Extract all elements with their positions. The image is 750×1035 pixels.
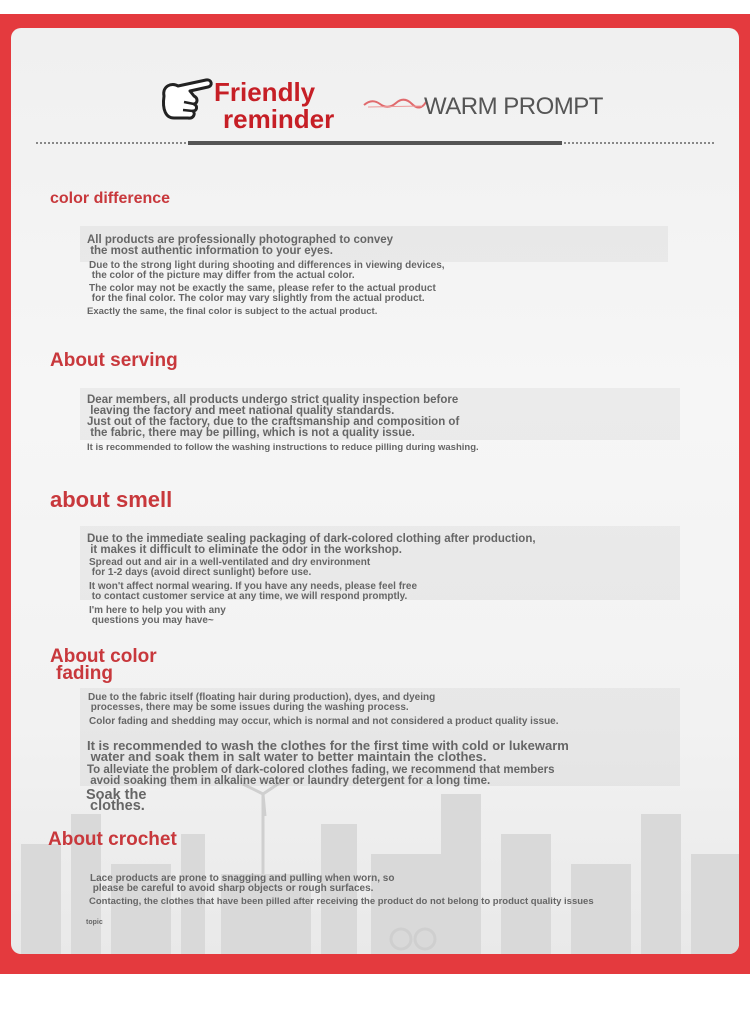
section-title-smell: about smell <box>50 487 173 512</box>
section-title-fading <box>50 648 157 682</box>
decorative-scribble <box>362 96 428 110</box>
smell-p3: It won't affect normal wearing. If you have any needs, please feel free to contact customer service at any time, we will respond promptly. <box>89 581 418 602</box>
color-difference-p2: Due to the strong light during shooting and differences in viewing devices, the color of the picture may differ from the actual color. <box>89 260 445 281</box>
fading-p4: To alleviate the problem of dark-colored clothes fading, we recommend that members avoid soaking them in alkaline water or laundry detergent for a long time. <box>87 764 555 787</box>
serving-p1: Dear members, all products undergo strict quality inspection before leaving the factory and meet national quality standards. Just out of the factory, due to the craftsmanship and composition of the fabric, there may be pilling, which is not a quality issue. <box>87 394 460 439</box>
header-subtitle: WARM PROMPT <box>424 93 603 120</box>
section-title-color-difference: color difference <box>50 190 171 207</box>
smell-p1: Due to the immediate sealing packaging of dark-colored clothing after production, it makes it difficult to eliminate the odor in the workshop. <box>87 533 536 556</box>
pointing-hand-icon <box>158 76 214 122</box>
serving-p2: It is recommended to follow the washing instructions to reduce pilling during washing. <box>87 442 479 453</box>
header-title-line1: Friendly <box>214 77 316 107</box>
section-title-crochet: About crochet <box>48 829 177 850</box>
color-difference-p1: All products are professionally photographed to convey the most authentic information to your eyes. <box>87 234 394 257</box>
color-difference-p3: The color may not be exactly the same, please refer to the actual product for the final color. The color may vary slightly from the actual product. <box>89 283 436 304</box>
header <box>0 0 750 160</box>
header-title-line2: reminder <box>223 104 335 134</box>
fading-p1: Due to the fabric itself (floating hair during production), dyes, and dyeing processes, there may be some issues during the washing process. <box>88 692 436 713</box>
color-difference-p4: Exactly the same, the final color is subject to the actual product. <box>87 306 378 317</box>
fading-p2: Color fading and shedding may occur, which is normal and not considered a product quality issue. <box>89 716 559 727</box>
smell-p2: Spread out and air in a well-ventilated and dry environment for 1-2 days (avoid direct sunlight) before use. <box>89 557 371 578</box>
divider-bar <box>188 141 562 145</box>
fading-p3: It is recommended to wash the clothes for the first time with cold or lukewarm water and soak them in salt water to better maintain the clothes. <box>87 738 569 764</box>
header-title <box>214 79 334 133</box>
smell-p4: I'm here to help you with any questions you may have~ <box>89 605 226 626</box>
section-title-fading-line2: fading <box>56 663 113 684</box>
crochet-p3: topic <box>86 919 103 926</box>
section-title-fading-line1: About color <box>50 646 157 667</box>
crochet-p1: Lace products are prone to snagging and pulling when worn, so please be careful to avoid sharp objects or rough surfaces. <box>90 873 395 894</box>
fading-p5: Soak the clothes. <box>86 787 147 814</box>
crochet-p2: Contacting, the clothes that have been pilled after receiving the product do not belong to product quality issues <box>89 896 594 907</box>
section-title-serving: About serving <box>50 350 178 371</box>
